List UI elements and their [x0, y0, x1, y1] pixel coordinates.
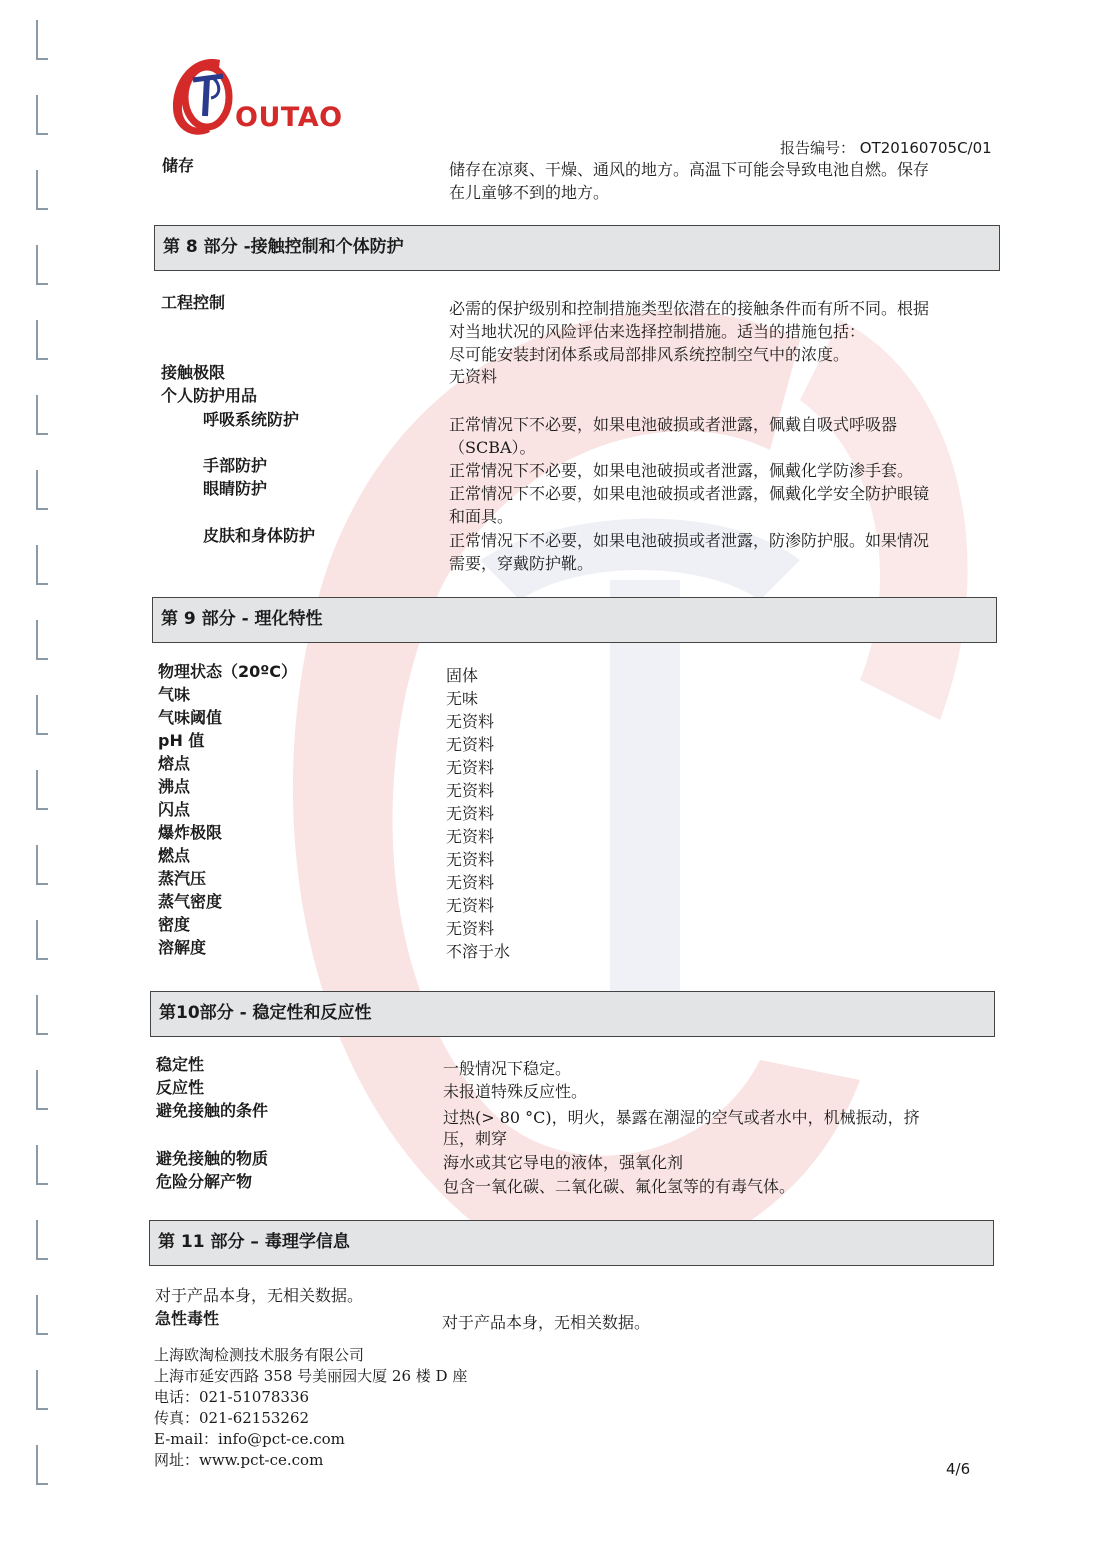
- s9-label-10: 蒸气密度: [158, 892, 223, 911]
- binding-marks: [28, 10, 58, 1550]
- reactivity-label: 反应性: [156, 1078, 205, 1097]
- eye-protection-label: 眼睛防护: [203, 479, 268, 498]
- engineering-control-line2: 对当地状况的风险评估来选择控制措施。适当的措施包括：: [449, 322, 866, 341]
- skin-protection-value-line2: 需要，穿戴防护靴。: [449, 554, 594, 573]
- s9-label-9: 蒸汽压: [158, 869, 207, 888]
- respiratory-label: 呼吸系统防护: [203, 410, 300, 429]
- avoid-conditions-line1: 过热(> 80 °C)，明火，暴露在潮湿的空气或者水中，机械振动，挤: [443, 1108, 920, 1127]
- exposure-limit-label: 接触极限: [161, 363, 226, 382]
- s9-label-0: 物理状态（20ºC）: [158, 662, 298, 681]
- footer-address: 上海市延安西路 358 号美丽园大厦 26 楼 D 座: [154, 1367, 468, 1385]
- s9-label-1: 气味: [158, 685, 191, 704]
- s9-value-3: 无资料: [446, 735, 495, 754]
- section-8-header: 第 8 部分 -接触控制和个体防护: [154, 225, 1000, 271]
- acute-toxicity-value: 对于产品本身，无相关数据。: [442, 1313, 651, 1332]
- s9-label-12: 溶解度: [158, 938, 207, 957]
- ppe-label: 个人防护用品: [161, 386, 258, 405]
- hazard-products-label: 危险分解产物: [156, 1172, 253, 1191]
- avoid-materials-value: 海水或其它导电的液体，强氧化剂: [443, 1153, 684, 1172]
- engineering-control-label: 工程控制: [161, 293, 226, 312]
- footer-phone: 电话：021-51078336: [154, 1388, 310, 1406]
- footer-company: 上海欧淘检测技术服务有限公司: [154, 1346, 365, 1364]
- toxicology-intro: 对于产品本身，无相关数据。: [155, 1286, 364, 1305]
- storage-value-line1: 储存在凉爽、干燥、通风的地方。高温下可能会导致电池自燃。保存: [449, 160, 930, 179]
- section-11-header: 第 11 部分 – 毒理学信息: [149, 1220, 994, 1266]
- footer-email[interactable]: E-mail：info@pct-ce.com: [154, 1430, 345, 1448]
- avoid-materials-label: 避免接触的物质: [156, 1149, 269, 1168]
- acute-toxicity-label: 急性毒性: [155, 1309, 220, 1328]
- s9-value-2: 无资料: [446, 712, 495, 731]
- storage-label: 储存: [162, 156, 195, 175]
- reactivity-value: 未报道特殊反应性。: [443, 1082, 588, 1101]
- s9-label-8: 燃点: [158, 846, 191, 865]
- s9-value-10: 无资料: [446, 896, 495, 915]
- footer-fax: 传真：021-62153262: [154, 1409, 310, 1427]
- hazard-products-value: 包含一氧化碳、二氧化碳、氟化氢等的有毒气体。: [443, 1177, 796, 1196]
- exposure-limit-value: 无资料: [449, 367, 498, 386]
- hand-protection-value: 正常情况下不必要，如果电池破损或者泄露，佩戴化学防渗手套。: [449, 461, 914, 480]
- s9-value-5: 无资料: [446, 781, 495, 800]
- s9-label-6: 闪点: [158, 800, 191, 819]
- avoid-conditions-label: 避免接触的条件: [156, 1101, 269, 1120]
- respiratory-value-line2: （SCBA）。: [449, 438, 536, 457]
- s9-label-2: 气味阈值: [158, 708, 223, 727]
- eye-protection-value-line1: 正常情况下不必要，如果电池破损或者泄露，佩戴化学安全防护眼镜: [449, 484, 930, 503]
- s9-value-9: 无资料: [446, 873, 495, 892]
- logo-text: OUTAO: [235, 102, 343, 133]
- stability-value: 一般情况下稳定。: [443, 1059, 572, 1078]
- storage-value-line2: 在儿童够不到的地方。: [449, 183, 610, 202]
- logo-mark-icon: [165, 52, 245, 142]
- avoid-conditions-line2: 压，刺穿: [443, 1129, 508, 1148]
- stability-label: 稳定性: [156, 1055, 205, 1074]
- s9-label-11: 密度: [158, 915, 191, 934]
- s9-value-8: 无资料: [446, 850, 495, 869]
- s9-value-0: 固体: [446, 666, 479, 685]
- engineering-control-line3: 尽可能安装封闭体系或局部排风系统控制空气中的浓度。: [449, 345, 850, 364]
- s9-value-1: 无味: [446, 689, 479, 708]
- footer-website[interactable]: 网址：www.pct-ce.com: [154, 1451, 324, 1469]
- s9-value-11: 无资料: [446, 919, 495, 938]
- eye-protection-value-line2: 和面具。: [449, 507, 514, 526]
- company-logo: [165, 52, 343, 142]
- page-number: 4/6: [946, 1460, 971, 1478]
- s9-value-12: 不溶于水: [446, 942, 511, 961]
- section-10-header: 第10部分 - 稳定性和反应性: [150, 991, 995, 1037]
- s9-value-6: 无资料: [446, 804, 495, 823]
- respiratory-value-line1: 正常情况下不必要，如果电池破损或者泄露，佩戴自吸式呼吸器: [449, 415, 898, 434]
- s9-label-5: 沸点: [158, 777, 191, 796]
- s9-value-4: 无资料: [446, 758, 495, 777]
- s9-label-3: pH 值: [158, 731, 205, 750]
- skin-protection-label: 皮肤和身体防护: [203, 526, 316, 545]
- s9-label-7: 爆炸极限: [158, 823, 223, 842]
- s9-value-7: 无资料: [446, 827, 495, 846]
- skin-protection-value-line1: 正常情况下不必要，如果电池破损或者泄露，防渗防护服。如果情况: [449, 531, 930, 550]
- report-number: 报告编号： OT20160705C/01: [780, 139, 992, 157]
- section-9-header: 第 9 部分 - 理化特性: [152, 597, 997, 643]
- hand-protection-label: 手部防护: [203, 456, 268, 475]
- s9-label-4: 熔点: [158, 754, 191, 773]
- engineering-control-line1: 必需的保护级别和控制措施类型依潜在的接触条件而有所不同。根据: [449, 299, 930, 318]
